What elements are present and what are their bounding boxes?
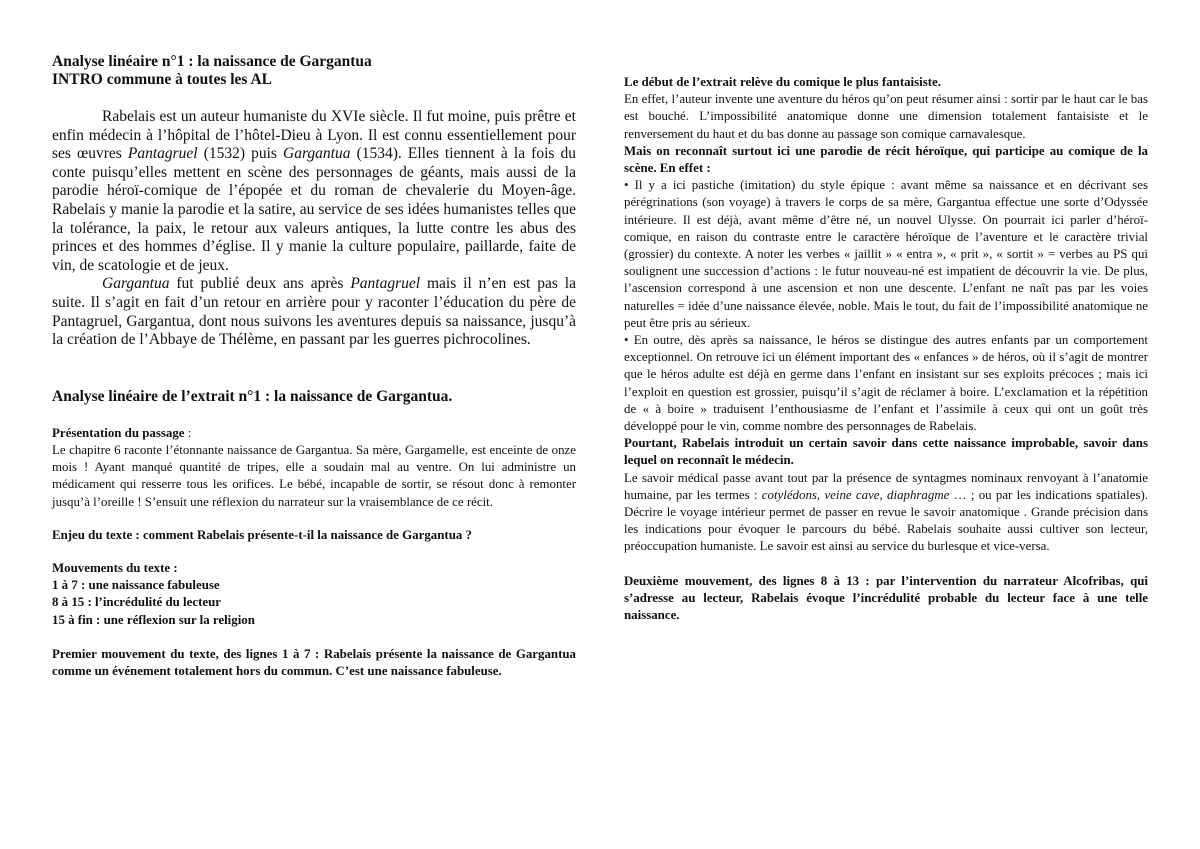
savoir-text-a: Le savoir médical passe avant tout par la présence de syntagmes nominaux renvoyant à l’anatomie humaine, par les termes : [624,470,1148,502]
left-column [52,0,576,680]
document-title: Analyse linéaire n°1 : la naissance de Gargantua [52,53,372,70]
intro-p1-text-c: (1534). Elles tiennent à la fois du conte puisqu’elles mettent en scène des personnages de géants, mais aussi de la parodie héroï-comique de l’épopée et du roman de chevalerie du Moyen-âge. Rabelais y manie la parodie et la satire, au service de ses idées humanistes telles que la tolérance, la paix, le retour aux valeurs antiques, la lutte contre les abus des princes et des hommes d’église. Il y manie la culture populaire, paillarde, faite de vin, de scatologie et de jeux. [52,145,576,274]
savoir-heading: Pourtant, Rabelais introduit un certain savoir dans cette naissance improbable, savoir dans lequel on reconnaît le médecin. [624,436,1148,468]
work-title-gargantua-2: Gargantua [102,275,170,293]
intro-paragraph-2 [52,275,576,349]
work-title-pantagruel-2: Pantagruel [350,275,421,293]
work-title-gargantua: Gargantua [283,145,351,163]
intro-paragraph-1 [52,108,576,275]
debut-text: En effet, l’auteur invente une aventure du héros qu’on peut résumer ainsi : sortir par le haut car le bas est bouché. L’impossibilité anatomique donne une dimension totalement fantaisiste et le renversement du haut et du bas donne au passage son comique carnavalesque. [624,92,1148,141]
term-diaphragme: diaphragme [887,487,950,502]
bullet-pastiche: • Il y a ici pastiche (imitation) du style épique : avant même sa naissance et en décrivant ses pérégrinations (son voyage) à travers le corps de sa mère, Gargantua effectue une sorte d’Odyssée intérieure. Il est déjà, avant même d’être né, un nouvel Ulysse. On pourrait ici parler d’héroï-comique, en raison du contraste entre le caractère héroïque de l’aventure et le caractère trivial (grossier) du contexte. A noter les verbes « jaillit » « entra », « prit », « sortit » = verbes au PS qui soulignent une succession d’actions : le futur nouveau-né est impatient de découvrir la vie. De plus, l’ascension correspond à une ascension et non une descente. L’enfant ne naît pas par les voies naturelles = idée d’une naissance élevée, noble. Mais le tout, du fait de l’impossibilité anatomique ne peut être pris au sérieux. [624,178,1148,330]
premier-mouvement-heading: Premier mouvement du texte, des lignes 1 à 7 : Rabelais présente la naissance de Gargantua comme un événement totalement hors du commun. C’est une naissance fabuleuse. [52,646,576,678]
mouvements-title: Mouvements du texte : [52,560,178,575]
intro-p1-text: Rabelais est un auteur humaniste du XVIe siècle. Il fut moine, puis prêtre et enfin médecin à l’hôpital de l’hôtel-Dieu à Lyon. Il est connu essentiellement pour ses œuvres [52,108,576,163]
deuxieme-mouvement-heading: Deuxième mouvement, des lignes 8 à 13 : par l’intervention du narrateur Alcofribas, qui s’adresse au lecteur, Rabelais évoque l’incrédulité probable du lecteur face à une telle naissance. [624,573,1148,623]
intro-p1-text-b: (1532) puis [197,145,284,163]
debut-heading: Le début de l’extrait relève du comique le plus fantaisiste. [624,75,941,89]
bullet-enfances: • En outre, dès après sa naissance, le héros se distingue des autres enfants par un comportement exceptionnel. On retrouve ici un élément important des « enfances » de héros, où il s’agit de montrer que le héros adulte est déjà en germe dans l’enfant en insistant sur ses exploits précoces ; mais ici l’exploit en question est grossier, puisqu’il s’agit de réclamer à boire. L’exclamation et la répétition de « à boire » traduisent l’enthousiasme de l’enfant et l’assimile à ceux qui ont un goût très développé pour le vin, comme nombre des personnages de Rabelais. [624,333,1148,434]
presentation-colon: : [184,425,192,440]
term-cotyledons: cotylédons [761,487,817,502]
parodie-heading: Mais on reconnaît surtout ici une parodie de récit héroïque, qui participe au comique de la scène. En effet : [624,143,1148,176]
analyse-title: Analyse linéaire de l’extrait n°1 : la naissance de Gargantua. [52,387,453,405]
right-column [624,0,1148,624]
mouvement-item-2: 8 à 15 : l’incrédulité du lecteur [52,595,221,610]
term-veine-cave: veine cave [824,487,880,502]
presentation-text: Le chapitre 6 raconte l’étonnante naissance de Gargantua. Sa mère, Gargamelle, est enceinte de onze mois ! Ayant manqué quantité de tripes, elle a soudain mal au ventre. On lui administre un médicament qui resserre tous les orifices. Le bébé, incapable de sortir, se résout donc à remonter jusqu’à l’oreille ! S’ensuit une réflexion du narrateur sur la vraisemblance de ce récit. [52,442,576,509]
savoir-comma-2: , [879,487,888,502]
mouvement-item-3: 15 à fin : une réflexion sur la religion [52,612,255,627]
work-title-pantagruel: Pantagruel [127,145,198,163]
savoir-text-b: … ; ou par les indications spatiales). Décrire le voyage intérieur permet de passer en revue le savoir anatomique . Grande précision dans les indications pour évoquer le parcours du bébé. Rabelais souhaite aussi cultiver son lecteur, préoccupation humaniste. Le savoir est ainsi au service du burlesque et vice-versa. [624,487,1148,554]
intro-p2-text-a: fut publié deux ans après [169,275,351,293]
savoir-comma: , [816,487,825,502]
intro-p2-text-b: mais il n’en est pas la suite. Il s’agit en fait d’un retour en arrière pour y raconter l’éducation du père de Pantagruel, Gargantua, dont nous suivons les aventures depuis sa naissance, jusqu’à la création de l’Abbaye de Thélème, en passant par les guerres pichrocolines. [52,275,576,349]
intro-subtitle: INTRO commune à toutes les AL [52,71,273,88]
savoir-text [624,470,1148,556]
presentation-heading [52,425,576,442]
mouvement-item-1: 1 à 7 : une naissance fabuleuse [52,578,220,593]
presentation-label: Présentation du passage [52,425,185,440]
enjeu-du-texte: Enjeu du texte : comment Rabelais présente-t-il la naissance de Gargantua ? [52,527,472,542]
